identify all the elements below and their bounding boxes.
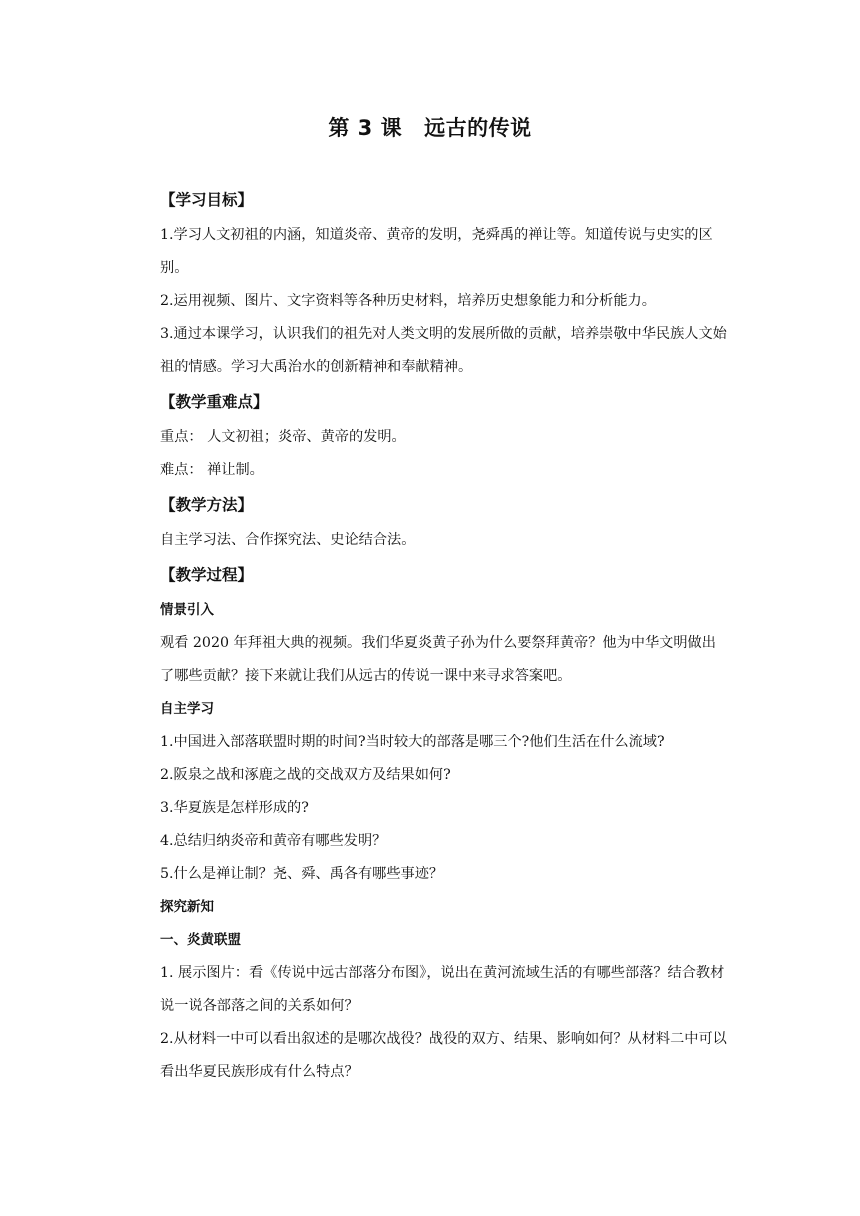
lesson-title [0, 112, 860, 142]
self-study-item-3: 3.华夏族是怎样形成的? [160, 800, 309, 816]
document-body [160, 182, 730, 1089]
keypoints-heading: 【教学重难点】 [160, 393, 269, 411]
intro-text: 观看 2020 年拜祖大典的视频。我们华夏炎黄子孙为什么要祭拜黄帝？他为中华文明做出了哪些贡献？接下来就让我们从远古的传说一课中来寻求答案吧。 [160, 635, 716, 684]
self-study-item-4: 4.总结归纳炎帝和黄帝有哪些发明？ [160, 833, 387, 849]
objectives-heading: 【学习目标】 [160, 191, 254, 209]
self-study-item-2: 2.阪泉之战和涿鹿之战的交战双方及结果如何? [160, 767, 451, 783]
self-study-heading: 自主学习 [160, 701, 214, 717]
objective-3: 3.通过本课学习，认识我们的祖先对人类文明的发展所做的贡献，培养崇敬中华民族人文始祖的情感。学习大禹治水的创新精神和奉献精神。 [160, 326, 727, 375]
methods-heading: 【教学方法】 [160, 496, 254, 514]
lesson-name: 远古的传说 [424, 116, 532, 140]
key-point: 重点： 人文初祖；炎帝、黄帝的发明。 [160, 429, 406, 445]
objective-1: 1.学习人文初祖的内涵，知道炎帝、黄帝的发明，尧舜禹的禅让等。知道传说与史实的区别。 [160, 227, 713, 276]
process-heading: 【教学过程】 [160, 566, 254, 584]
objective-2: 2.运用视频、图片、文字资料等各种历史材料，培养历史想象能力和分析能力。 [160, 293, 656, 309]
section1-heading: 一、炎黄联盟 [160, 932, 241, 948]
section1-item-1: 1. 展示图片：看《传说中远古部落分布图》，说出在黄河流域生活的有哪些部落？结合教材说一说各部落之间的关系如何？ [160, 965, 725, 1014]
explore-heading: 探究新知 [160, 899, 214, 915]
self-study-item-5: 5.什么是禅让制？尧、舜、禹各有哪些事迹？ [160, 866, 444, 882]
lesson-number: 第 3 课 [328, 116, 403, 140]
intro-heading: 情景引入 [160, 602, 214, 618]
self-study-item-1: 1.中国进入部落联盟时期的时间?当时较大的部落是哪三个?他们生活在什么流域? [160, 734, 665, 750]
section1-item-2: 2.从材料一中可以看出叙述的是哪次战役？战役的双方、结果、影响如何？从材料二中可以看出华夏民族形成有什么特点？ [160, 1031, 727, 1080]
methods-text: 自主学习法、合作探究法、史论结合法。 [160, 532, 416, 548]
difficult-point: 难点： 禅让制。 [160, 462, 264, 478]
